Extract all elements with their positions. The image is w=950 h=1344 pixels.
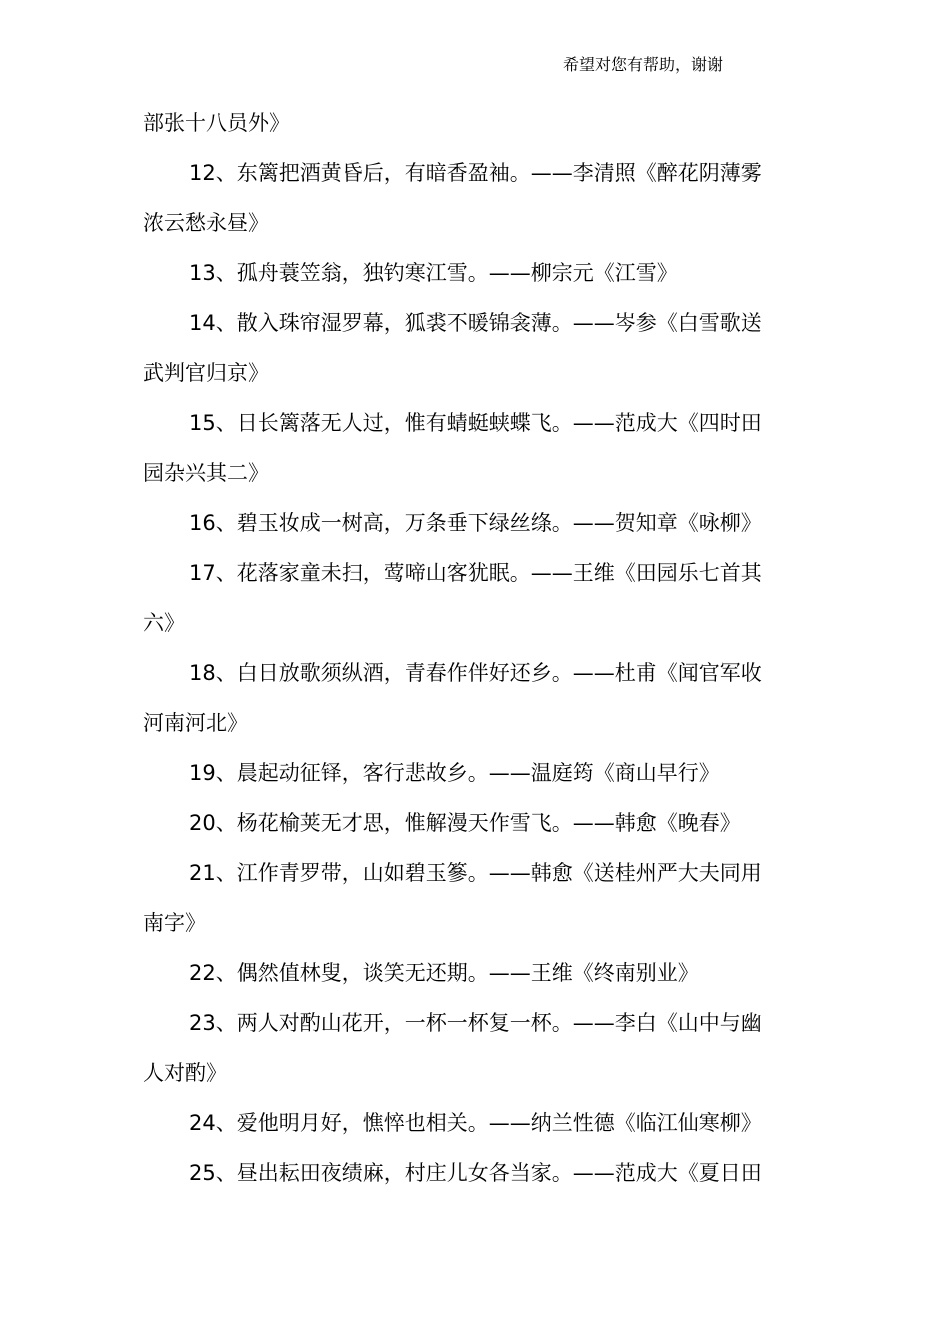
poem-line-continuation: 武判官归京》 xyxy=(143,361,269,385)
poem-line: 19、晨起动征铎，客行悲故乡。——温庭筠《商山早行》 xyxy=(189,761,720,785)
poem-line: 24、爱他明月好，憔悴也相关。——纳兰性德《临江仙寒柳》 xyxy=(189,1111,762,1135)
poem-line: 16、碧玉妆成一树高，万条垂下绿丝绦。——贺知章《咏柳》 xyxy=(189,511,762,535)
poem-line-continuation: 人对酌》 xyxy=(143,1061,227,1085)
poem-line-continuation: 六》 xyxy=(143,611,185,635)
poem-line-continuation: 园杂兴其二》 xyxy=(143,461,269,485)
poem-line-continuation: 浓云愁永昼》 xyxy=(143,211,269,235)
header-note: 希望对您有帮助，谢谢 xyxy=(563,55,724,74)
poem-line: 20、杨花榆荚无才思，惟解漫天作雪飞。——韩愈《晚春》 xyxy=(189,811,741,835)
poem-line: 18、白日放歌须纵酒，青春作伴好还乡。——杜甫《闻官军收 xyxy=(189,661,762,685)
poem-line-continuation: 河南河北》 xyxy=(143,711,248,735)
poem-line-continuation: 部张十八员外》 xyxy=(143,111,290,135)
poem-line: 13、孤舟蓑笠翁，独钓寒江雪。——柳宗元《江雪》 xyxy=(189,261,678,285)
poem-line: 22、偶然值林叟，谈笑无还期。——王维《终南别业》 xyxy=(189,961,699,985)
poem-line: 14、散入珠帘湿罗幕，狐裘不暖锦衾薄。——岑参《白雪歌送 xyxy=(189,311,762,335)
poem-line: 15、日长篱落无人过，惟有蜻蜓蛱蝶飞。——范成大《四时田 xyxy=(189,411,762,435)
poem-line: 17、花落家童未扫，莺啼山客犹眠。——王维《田园乐七首其 xyxy=(189,561,762,585)
poem-line: 12、东篱把酒黄昏后，有暗香盈袖。——李清照《醉花阴薄雾 xyxy=(189,161,762,185)
poem-line: 23、两人对酌山花开，一杯一杯复一杯。——李白《山中与幽 xyxy=(189,1011,762,1035)
poem-line: 21、江作青罗带，山如碧玉篸。——韩愈《送桂州严大夫同用 xyxy=(189,861,762,885)
poem-line: 25、昼出耘田夜绩麻，村庄儿女各当家。——范成大《夏日田 xyxy=(189,1161,762,1185)
poem-list xyxy=(143,98,807,1198)
poem-line-continuation: 南字》 xyxy=(143,911,206,935)
